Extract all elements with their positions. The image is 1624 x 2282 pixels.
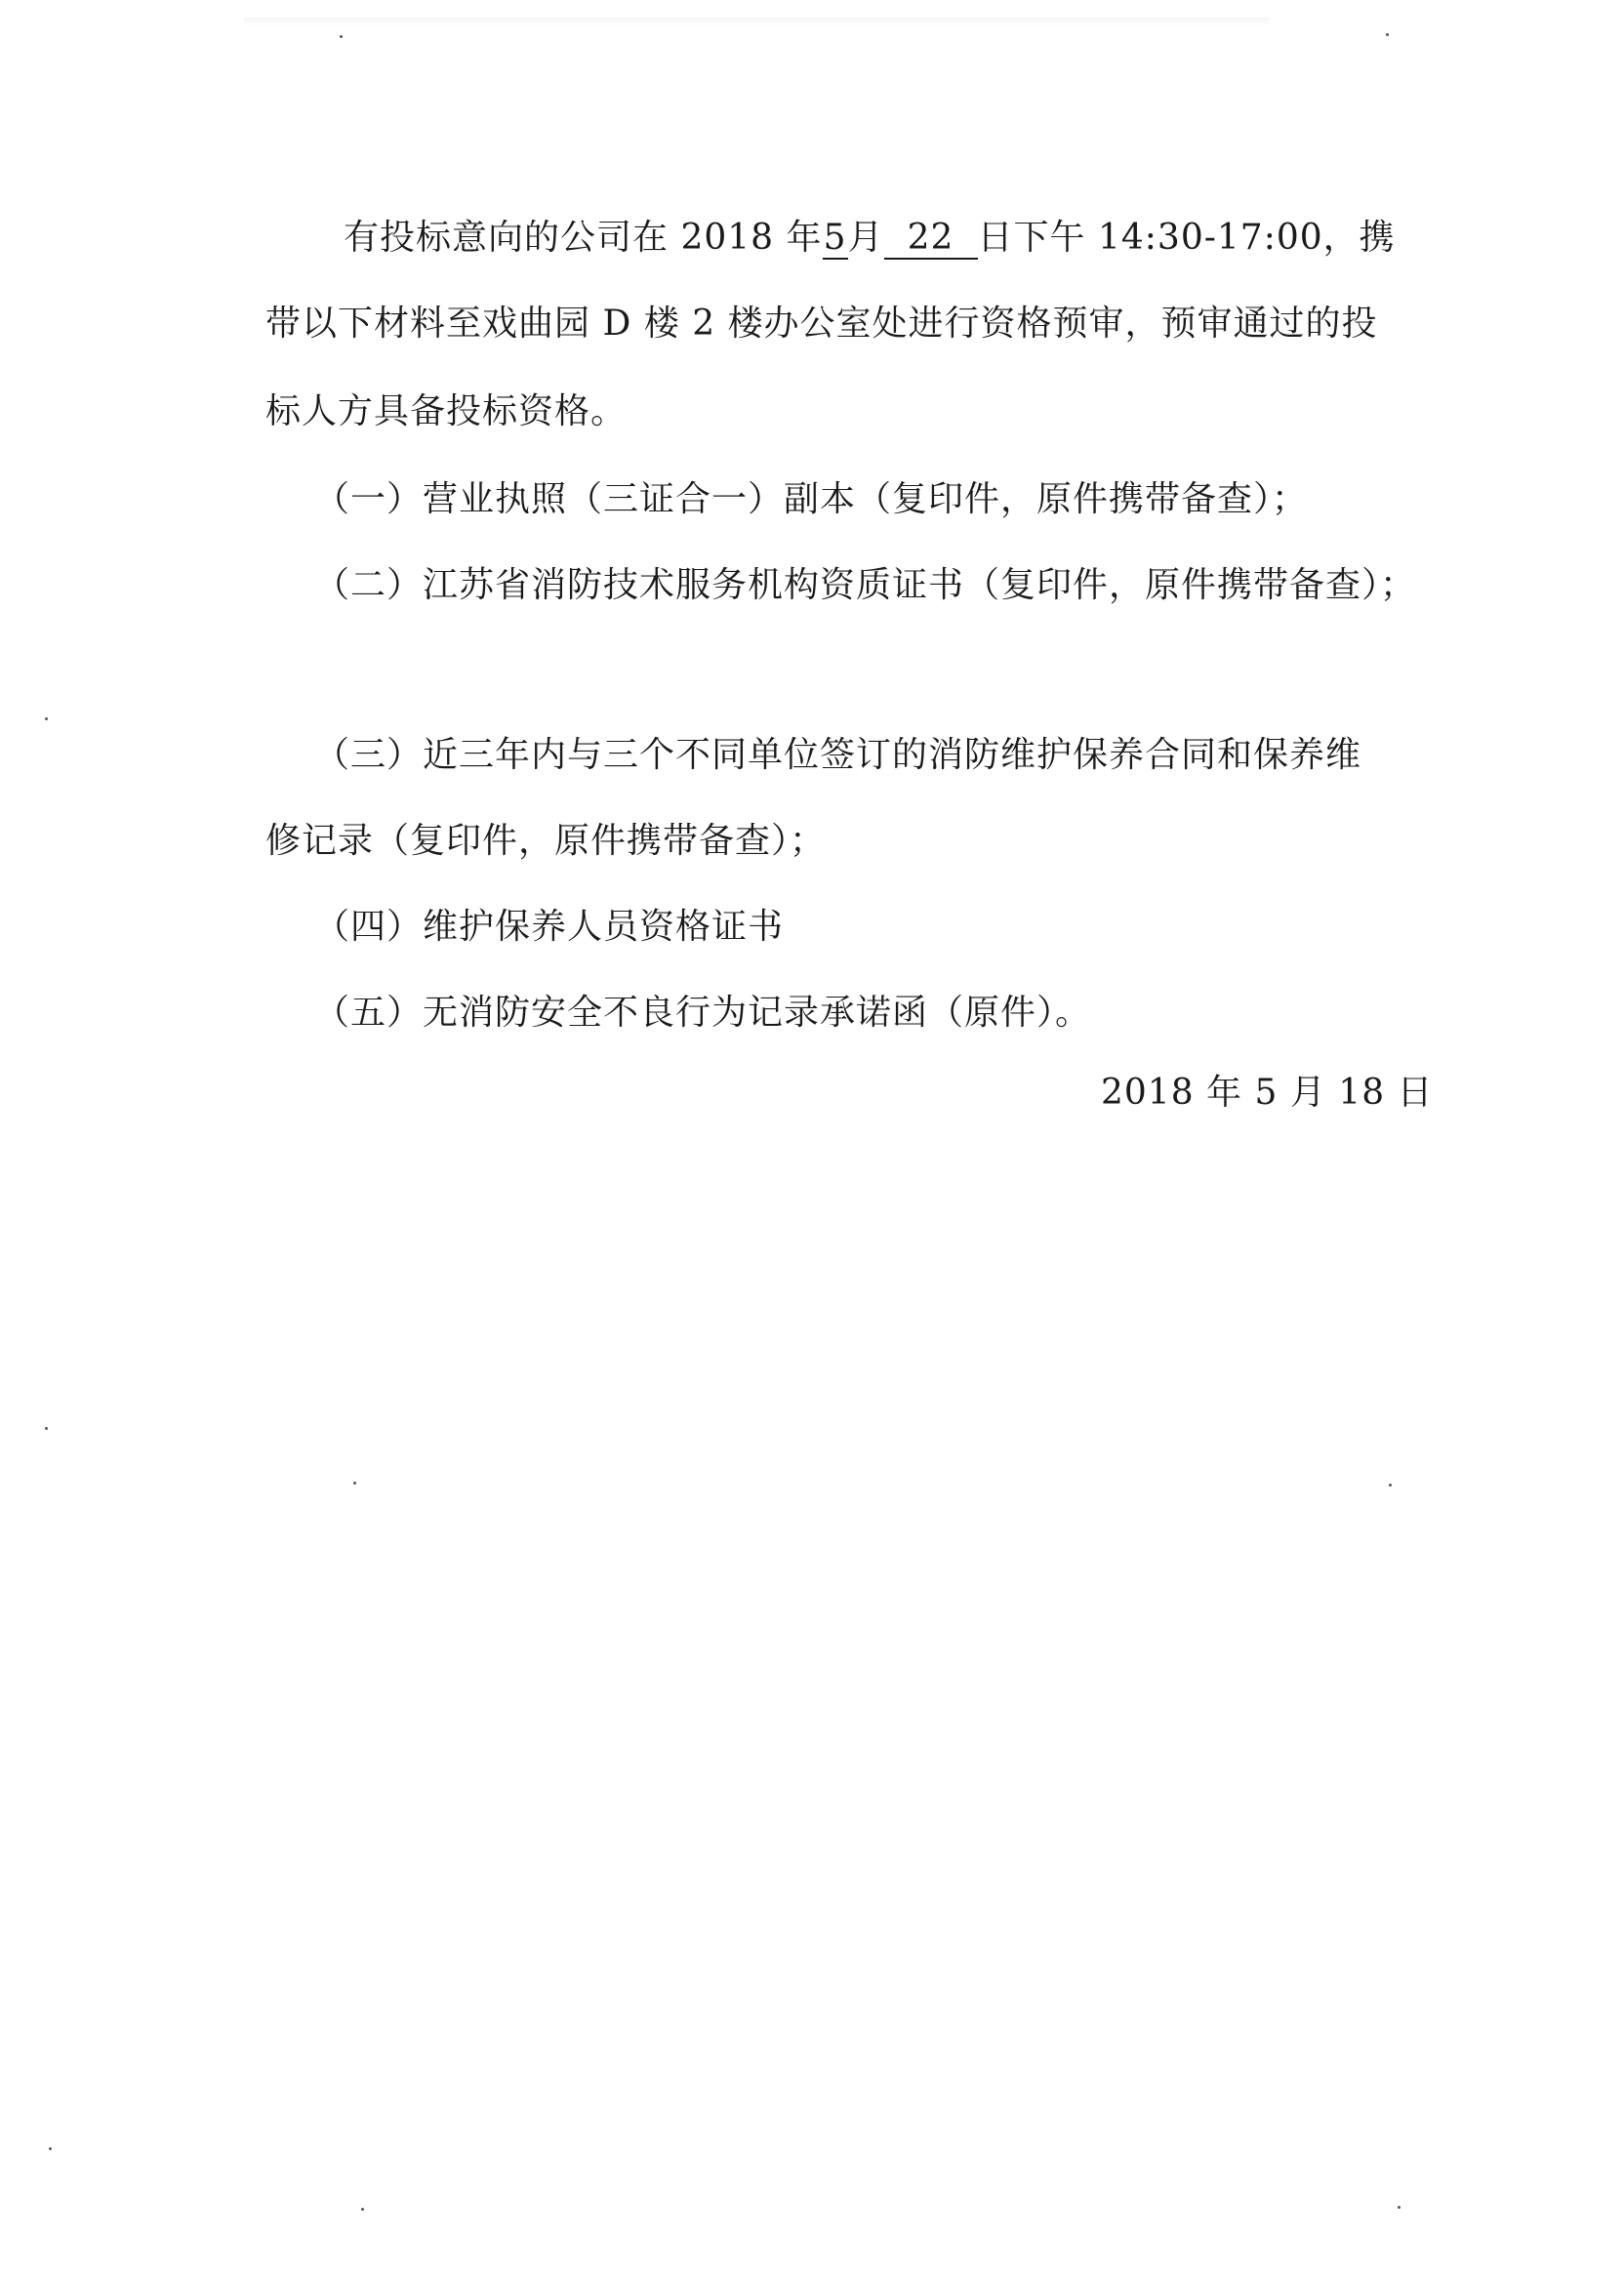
scan-speck xyxy=(45,1427,48,1430)
scan-speck xyxy=(353,1482,356,1485)
scan-speck xyxy=(45,717,48,720)
month-field: 5 xyxy=(823,218,847,258)
scan-speck xyxy=(1389,1484,1392,1487)
item-3-continuation: 修记录（复印件，原件携带备查）； xyxy=(265,821,827,861)
scan-speck xyxy=(340,35,343,38)
scan-speck xyxy=(361,2208,364,2211)
scan-edge-shadow xyxy=(244,18,1269,27)
day-field: 22 xyxy=(884,219,978,260)
item-5: （五）无消防安全不良行为记录承诺函（原件）。 xyxy=(314,993,1092,1033)
intro-suffix: 日下午 14:30-17:00，携 xyxy=(977,218,1396,258)
item-4: （四）维护保养人员资格证书 xyxy=(314,907,785,947)
item-3: （三）近三年内与三个不同单位签订的消防维护保养合同和保养维 xyxy=(314,735,1362,775)
month-suffix: 月 xyxy=(847,218,884,258)
intro-line-2: 带以下材料至戏曲园 D 楼 2 楼办公室处进行资格预审，预审通过的投 xyxy=(265,304,1378,344)
intro-line-1 xyxy=(344,217,1396,260)
intro-line-3: 标人方具备投标资格。 xyxy=(265,391,628,431)
scan-speck xyxy=(1386,33,1389,36)
item-1: （一）营业执照（三证合一）副本（复印件，原件携带备查）； xyxy=(314,479,1309,519)
document-date: 2018 年 5 月 18 日 xyxy=(1101,1073,1434,1113)
scan-speck xyxy=(1398,2206,1401,2209)
item-2: （二）江苏省消防技术服务机构资质证书（复印件，原件携带备查）； xyxy=(314,565,1417,605)
intro-prefix: 有投标意向的公司在 2018 年 xyxy=(344,218,823,258)
scan-speck xyxy=(49,2147,52,2150)
